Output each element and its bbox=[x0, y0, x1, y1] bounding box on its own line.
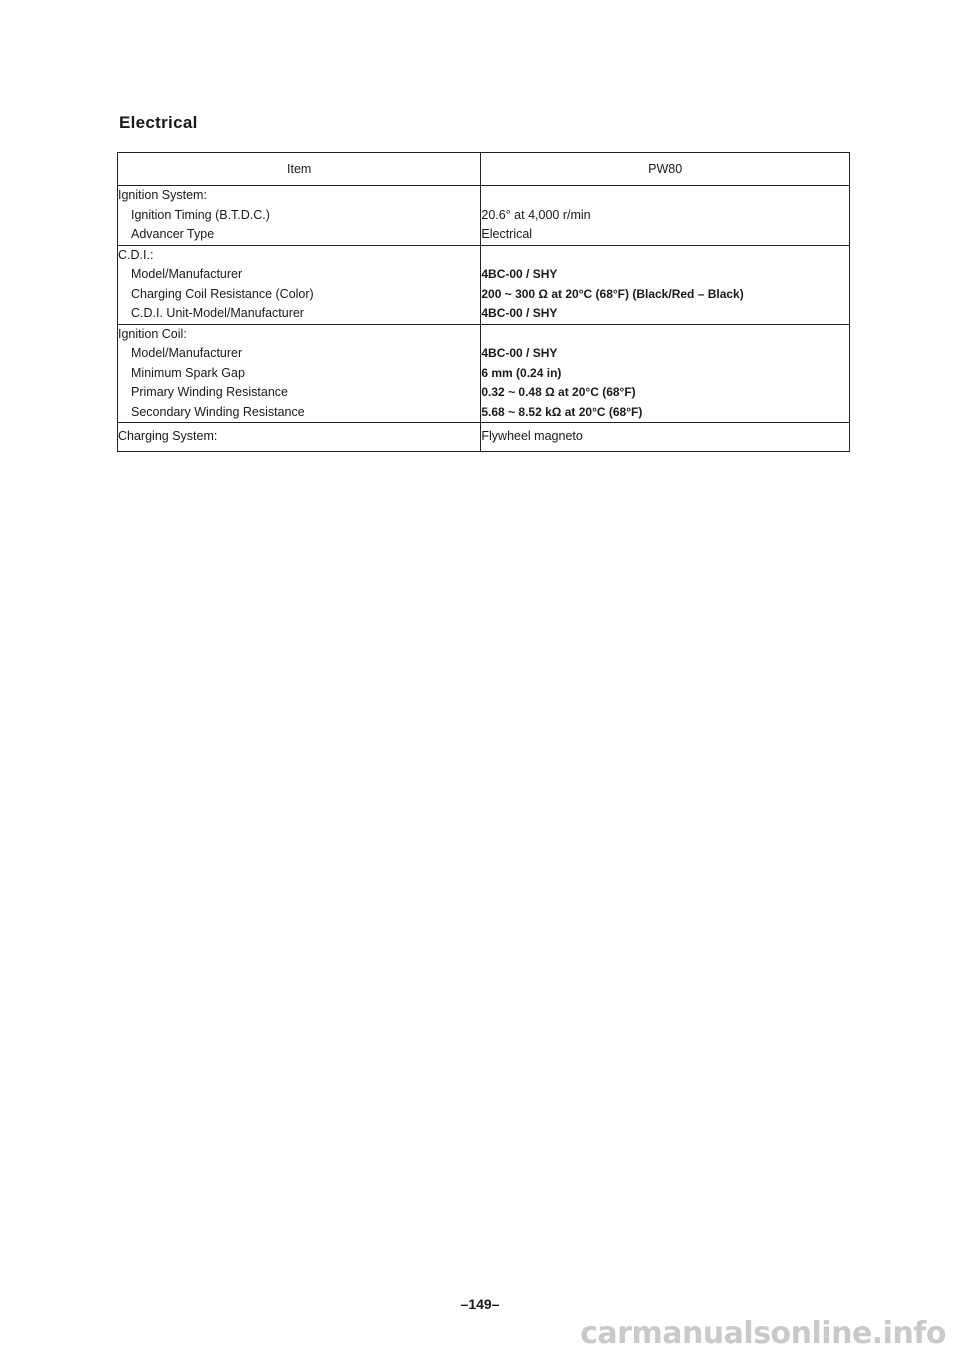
item-label: C.D.I. Unit-Model/Manufacturer bbox=[131, 306, 304, 320]
item-label: Charging Coil Resistance (Color) bbox=[131, 286, 314, 301]
spec-value: 200 ~ 300 Ω at 20°C (68°F) (Black/Red – Black) bbox=[481, 286, 744, 301]
spec-value: Flywheel magneto bbox=[481, 429, 583, 443]
section-label: C.D.I.: bbox=[118, 247, 154, 262]
table-row-charging-system bbox=[118, 423, 850, 452]
item-label: Primary Winding Resistance bbox=[131, 385, 288, 399]
section-label: Charging System: bbox=[118, 429, 218, 443]
charging-system-items bbox=[118, 423, 481, 452]
spec-value: 6 mm (0.24 in) bbox=[481, 365, 562, 380]
ignition-system-items bbox=[118, 186, 481, 246]
table-row-ignition-system bbox=[118, 186, 850, 246]
electrical-spec-table bbox=[117, 152, 850, 452]
spec-value: 4BC-00 / SHY bbox=[481, 306, 558, 320]
spec-value: 5.68 ~ 8.52 kΩ at 20°C (68°F) bbox=[481, 404, 643, 419]
table-header-row bbox=[118, 153, 850, 186]
table-row-ignition-coil bbox=[118, 324, 850, 423]
section-label: Ignition System: bbox=[118, 188, 207, 202]
charging-system-values bbox=[481, 423, 850, 452]
spec-value: 0.32 ~ 0.48 Ω at 20°C (68°F) bbox=[481, 385, 636, 399]
spec-value: 20.6° at 4,000 r/min bbox=[481, 207, 591, 222]
item-label: Minimum Spark Gap bbox=[131, 365, 245, 380]
page-number: –149– bbox=[460, 1296, 500, 1312]
ignition-system-values bbox=[481, 186, 850, 246]
page-title: Electrical bbox=[119, 113, 198, 132]
item-label: Model/Manufacturer bbox=[131, 346, 243, 360]
spec-value: 4BC-00 / SHY bbox=[481, 267, 558, 281]
header-item: Item bbox=[118, 153, 481, 186]
section-label: Ignition Coil: bbox=[118, 326, 187, 341]
watermark: carmanualsonline.info bbox=[580, 1316, 946, 1351]
item-label: Advancer Type bbox=[131, 227, 215, 241]
item-label: Model/Manufacturer bbox=[131, 267, 243, 281]
header-model: PW80 bbox=[481, 153, 850, 186]
cdi-values bbox=[481, 245, 850, 324]
ignition-coil-items bbox=[118, 324, 481, 423]
ignition-coil-values bbox=[481, 324, 850, 423]
spec-value: 4BC-00 / SHY bbox=[481, 346, 558, 360]
spec-value: Electrical bbox=[481, 227, 533, 241]
item-label: Secondary Winding Resistance bbox=[131, 404, 305, 419]
table-row-cdi bbox=[118, 245, 850, 324]
item-label: Ignition Timing (B.T.D.C.) bbox=[131, 207, 270, 222]
cdi-items bbox=[118, 245, 481, 324]
